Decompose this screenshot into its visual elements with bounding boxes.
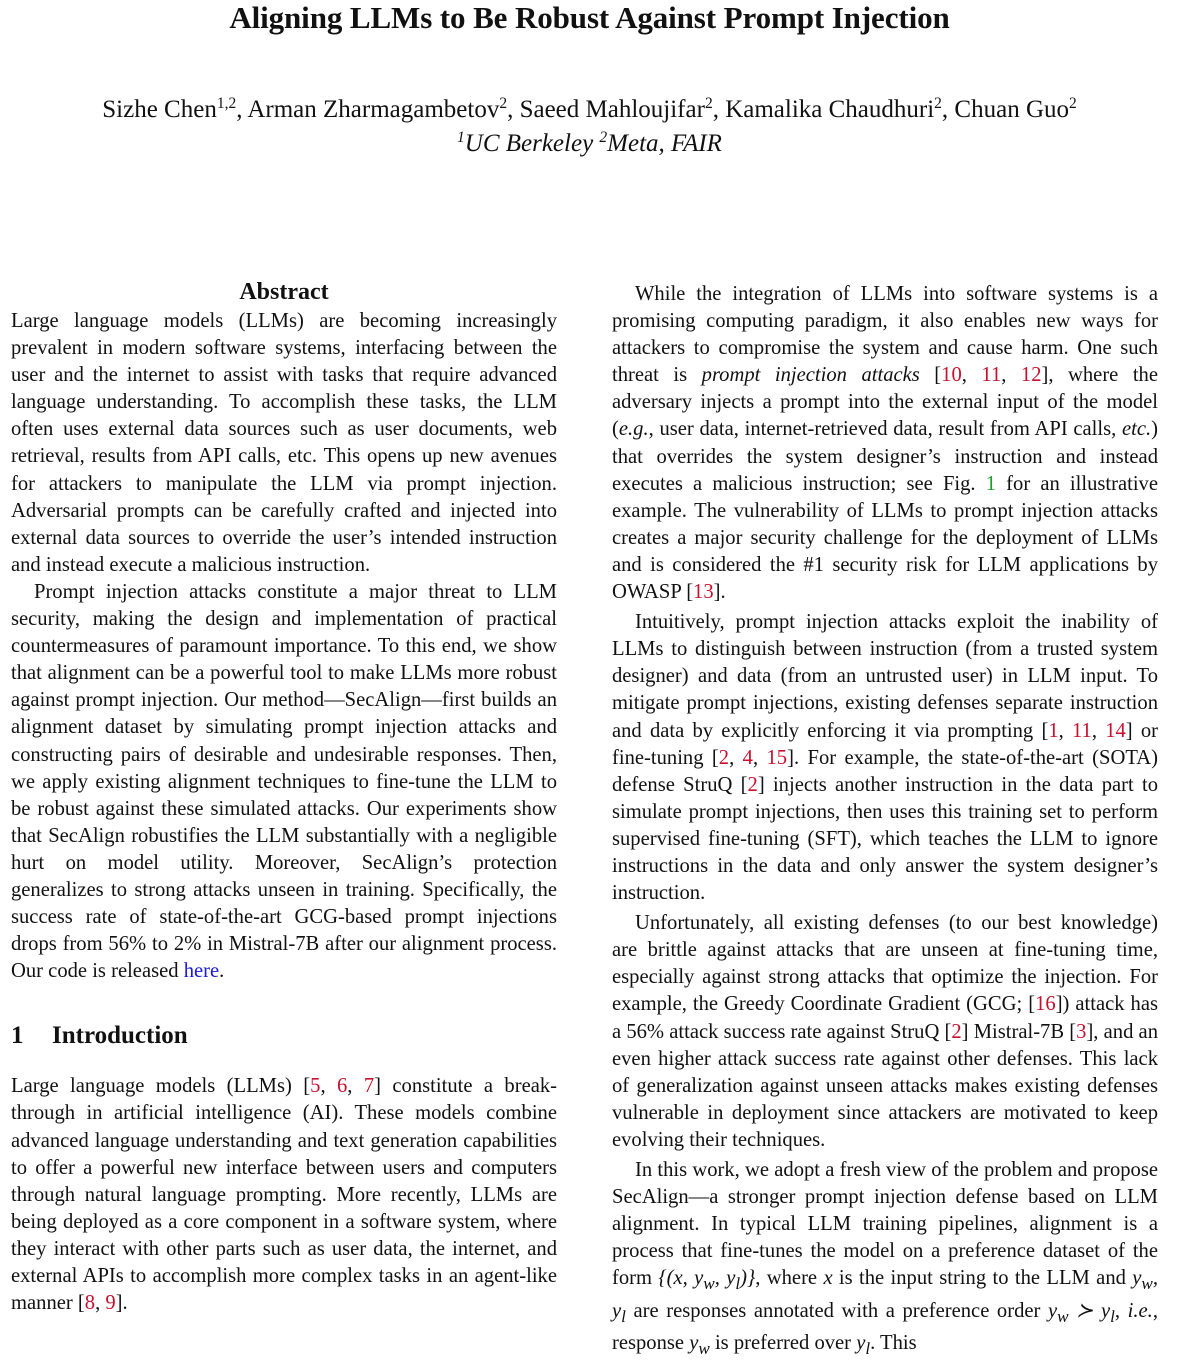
citation-link[interactable]: 3 — [1076, 1020, 1087, 1043]
figure-link[interactable]: 1 — [985, 472, 997, 495]
section-title: Introduction — [52, 1022, 188, 1050]
author-affiliation-mark: 2 — [934, 95, 942, 113]
author-affiliation-mark: 2 — [499, 95, 508, 113]
intro-paragraph: Intuitively, prompt injection attacks exploit the inability of LLMs to distinguish between instruction (from a trusted system designer) and data (from an untrusted user) in LLM input. To mitigate prompt injections, existing defenses separate instruction and data by explicitly enforcing it via prompting [1, 11, 14] or fine-tuning [2, 4, 15]. For example, the state-of-the-art (SOTA) defense StruQ [2] injects another instruction in the data part to simulate prompt injections, then uses this training set to perform supervised fine-tuning (SFT), which teaches the LLM to ignore instructions in the data and only answer the system designer’s instruction. — [612, 611, 1159, 905]
abstract-paragraph: Prompt injection attacks constitute a major threat to LLM security, making the design and implementation of practical countermeasures of paramount importance. To this end, we show that alignment can be a powerful tool to make LLMs more robust against prompt injection. Our method—SecAlign—first builds an alignment dataset by simulating prompt injection attacks and constructing pairs of desirable and undesirable responses. Then, we apply existing alignment techniques to fine-tune the LLM to be robust against these simulated attacks. Our experiments show that SecAlign robustifies the LLM substantially with a negligible hurt on model utility. Moreover, SecAlign’s protection generalizes to strong attacks unseen in training. Specifically, the success rate of state-of-the-art GCG-based prompt injections drops from 56% to 2% in Mistral-7B after our alignment process. Our code is released here. — [11, 580, 557, 983]
intro-paragraph: While the integration of LLMs into software systems is a promising computing paradigm, it also enables new ways for attackers to compromise the system and cause harm. One such threat is prompt injection attacks [10, 11, 12], where the adversary injects a prompt into the external input of the model (e.g., user data, internet-retrieved data, result from API calls, etc.) that overrides the system designer’s instruction and instead executes a malicious instruction; see Fig. 1 for an illustrative example. The vulnerability of LLMs to prompt injection attacks creates a major security challenge for the deployment of LLMs and is considered the #1 security risk for LLM applications by OWASP [13]. — [612, 283, 1158, 604]
citation-link[interactable]: 4 — [742, 746, 753, 769]
citation-link[interactable]: 5 — [310, 1075, 321, 1098]
section-number: 1 — [11, 1022, 24, 1050]
author-name: Chuan Guo — [954, 96, 1069, 123]
affiliation-line: $^1$UC Berkeley $^2$Meta, FAIR — [457, 129, 722, 157]
citation-link[interactable]: 10 — [941, 364, 962, 387]
author-name: Kamalika Chaudhuri — [725, 96, 935, 123]
citation-link[interactable]: 12 — [1020, 364, 1042, 387]
author-list: Sizhe Chen$^{1,2}$, Arman Zharmagambetov$^2$, Saeed Mahloujifar$^2$, Kamalika Chaudhuri$^2$, Chuan Guo$^2$ — [102, 95, 1077, 123]
citation-link[interactable]: 15 — [766, 746, 788, 769]
right-column — [612, 281, 1158, 1362]
math-expression: $y_w$ — [689, 1331, 710, 1358]
author-affiliation-mark: 2 — [704, 95, 713, 113]
math-expression: $y_w$, $y_l$ — [612, 1267, 1159, 1326]
section-heading-introduction — [11, 1021, 557, 1051]
citation-link[interactable]: 1 — [1048, 719, 1059, 742]
citation-link[interactable]: 2 — [951, 1020, 962, 1043]
author-name: Sizhe Chen — [102, 96, 217, 123]
abstract-heading: Abstract — [239, 279, 329, 305]
citation-link[interactable]: 9 — [105, 1292, 116, 1315]
math-expression: {(x, $y_w$, $y_l$)} — [658, 1267, 756, 1294]
math-expression: $y_w$ ≻ $y_l$ — [1047, 1299, 1115, 1326]
affiliation: Meta, FAIR — [607, 130, 722, 157]
paper-title: Aligning LLMs to Be Robust Against Prompt Injection — [229, 0, 950, 35]
math-expression: $y_l$ — [856, 1331, 871, 1358]
citation-link[interactable]: 7 — [363, 1075, 375, 1098]
intro-paragraph: Large language models (LLMs) [5, 6, 7] constitute a breakthrough in artificial intelligence (AI). These models combine advanced language understanding and text generation capabilities to offer a powerful new interface between users and computers through natural language prompting. More recently, LLMs are being deployed as a core component in a software system, where they interact with other parts such as user data, the internet, and external APIs to accomplish more complex tasks in an agent-like manner [8, 9]. — [11, 1075, 558, 1315]
citation-link[interactable]: 14 — [1105, 719, 1126, 742]
citation-link[interactable]: 11 — [981, 364, 1002, 387]
citation-link[interactable]: 2 — [747, 773, 758, 796]
citation-link[interactable]: 6 — [337, 1075, 348, 1098]
abstract-paragraph: Large language models (LLMs) are becoming increasingly prevalent in modern software systems, interfacing between the user and the internet to assist with tasks that require advanced language understanding. To accomplish these tasks, the LLM often uses external data sources such as user documents, web retrieval, results from API calls, etc. This opens up new avenues for attackers to manipulate the LLM via prompt injection. Adversarial prompts can be carefully crafted and injected into external data sources to override the user’s intended instruction and instead execute a malicious instruction. — [11, 310, 557, 576]
code-link[interactable]: here — [183, 960, 220, 983]
intro-paragraph: Unfortunately, all existing defenses (to our best knowledge) are brittle against attacks that are unseen at fine-tuning time, especially against strong attacks that optimize the injection. For example, the Greedy Coordinate Gradient (GCG; [16]) attack has a 56% attack success rate against StruQ [2] Mistral-7B [3], and an even higher attack success rate against other defenses. This lack of generalization against unseen attacks makes existing defenses vulnerable in deployment since attackers are motivated to keep evolving their techniques. — [612, 912, 1158, 1151]
citation-link[interactable]: 11 — [1071, 719, 1092, 742]
citation-link[interactable]: 13 — [693, 581, 714, 604]
author-affiliation-mark: 2 — [1069, 95, 1077, 113]
citation-link[interactable]: 8 — [84, 1292, 96, 1315]
author-name: Arman Zharmagambetov — [247, 96, 500, 123]
intro-paragraph: In this work, we adopt a fresh view of the problem and propose SecAlign—a stronger prompt injection defense based on LLM alignment. In typical LLM training pipelines, alignment is a process that fine-tunes the model on a preference dataset of the form {(x, $y_w$, $y_l$)}, where x is the input string to the LLM and $y_w$, $y_l$ are responses annotated with a preference order $y_w$ ≻ $y_l$, i.e., response $y_w$ is preferred over $y_l$. This — [612, 1159, 1159, 1358]
citation-link[interactable]: 2 — [718, 746, 730, 769]
citation-link[interactable]: 16 — [1035, 993, 1056, 1016]
author-affiliation-mark: 1,2 — [216, 95, 237, 113]
author-name: Saeed Mahloujifar — [519, 96, 705, 123]
left-column — [11, 278, 557, 1317]
affiliation: UC Berkeley — [464, 130, 594, 157]
